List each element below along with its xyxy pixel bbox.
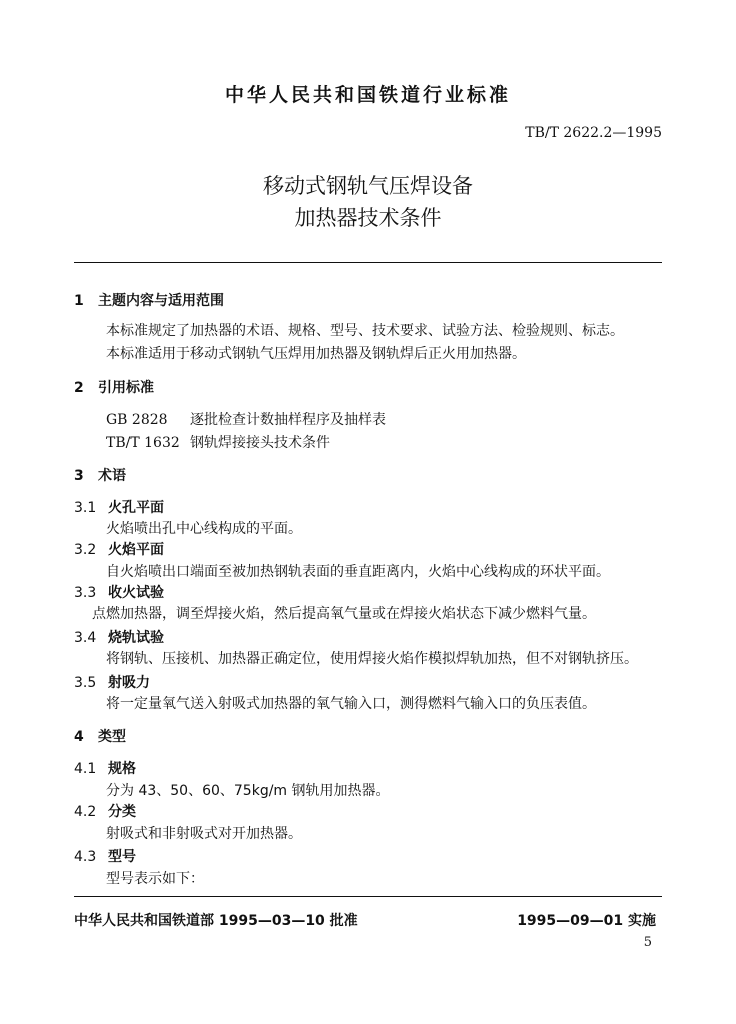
subsection-heading [74, 801, 136, 821]
approval-line: 中华人民共和国铁道部 1995—03—10 批准 [74, 913, 358, 929]
section-2-heading [74, 377, 154, 397]
subsection-heading [74, 627, 164, 647]
definition-text: 将一定量氧气送入射吸式加热器的氧气输入口，测得燃料气输入口的负压表值。 [106, 696, 596, 712]
subsection-title: 分类 [108, 804, 136, 820]
section-4-heading [74, 726, 126, 746]
subsection-title: 型号 [108, 849, 136, 865]
reference-item [106, 432, 330, 452]
section-number: 3 [74, 468, 84, 484]
subsection-heading [74, 846, 136, 866]
subsection-heading [74, 539, 164, 559]
section-title: 引用标准 [98, 380, 154, 396]
subsection-number: 3.3 [74, 585, 97, 601]
subsection-heading [74, 758, 136, 778]
subsection-number: 4.1 [74, 761, 97, 777]
item-text: 分为 43、50、60、75kg/m 钢轨用加热器。 [106, 783, 390, 799]
item-text: 型号表示如下： [106, 871, 204, 887]
reference-title: 钢轨焊接接头技术条件 [190, 435, 330, 451]
reference-code: TB/T 1632 [106, 435, 180, 451]
section-number: 2 [74, 380, 84, 396]
subsection-heading [74, 582, 164, 602]
footer-divider [74, 896, 662, 897]
subsection-title: 火孔平面 [108, 500, 164, 516]
reference-title: 逐批检查计数抽样程序及抽样表 [190, 412, 386, 428]
standard-code: TB/T 2622.2—1995 [525, 125, 662, 141]
reference-code: GB 2828 [106, 412, 168, 428]
section-title: 主题内容与适用范围 [98, 293, 224, 309]
subsection-number: 4.2 [74, 804, 97, 820]
subsection-title: 射吸力 [108, 675, 150, 691]
document-title-line1: 移动式钢轨气压焊设备 [263, 174, 473, 198]
reference-item [106, 409, 386, 429]
section-title: 类型 [98, 729, 126, 745]
definition-text: 火焰喷出孔中心线构成的平面。 [106, 521, 302, 537]
item-text: 射吸式和非射吸式对开加热器。 [106, 826, 302, 842]
definition-text: 点燃加热器，调至焊接火焰，然后提高氧气量或在焊接火焰状态下减少燃料气量。 [92, 606, 596, 622]
subsection-heading [74, 672, 150, 692]
document-title-line2: 加热器技术条件 [294, 206, 442, 230]
section-title: 术语 [98, 468, 126, 484]
subsection-title: 烧轨试验 [108, 630, 164, 646]
section-number: 1 [74, 293, 84, 309]
subsection-title: 规格 [108, 761, 136, 777]
subsection-title: 收火试验 [108, 585, 164, 601]
section-1-heading [74, 290, 224, 310]
subsection-number: 3.5 [74, 675, 97, 691]
implementation-line: 1995—09—01 实施 [517, 913, 656, 929]
definition-text: 自火焰喷出口端面至被加热钢轨表面的垂直距离内，火焰中心线构成的环状平面。 [106, 564, 610, 580]
subsection-number: 3.2 [74, 542, 97, 558]
section-3-heading [74, 465, 126, 485]
paragraph: 本标准适用于移动式钢轨气压焊用加热器及钢轨焊后正火用加热器。 [106, 346, 526, 362]
definition-text: 将钢轨、压接机、加热器正确定位，使用焊接火焰作模拟焊轨加热，但不对钢轨挤压。 [106, 651, 638, 667]
subsection-number: 3.4 [74, 630, 97, 646]
header-divider [74, 262, 662, 263]
section-number: 4 [74, 729, 84, 745]
subsection-number: 4.3 [74, 849, 97, 865]
page-number: 5 [643, 935, 652, 950]
paragraph: 本标准规定了加热器的术语、规格、型号、技术要求、试验方法、检验规则、标志。 [106, 323, 624, 339]
subsection-heading [74, 497, 164, 517]
subsection-title: 火焰平面 [108, 542, 164, 558]
standard-category-title: 中华人民共和国铁道行业标准 [224, 84, 511, 106]
subsection-number: 3.1 [74, 500, 97, 516]
